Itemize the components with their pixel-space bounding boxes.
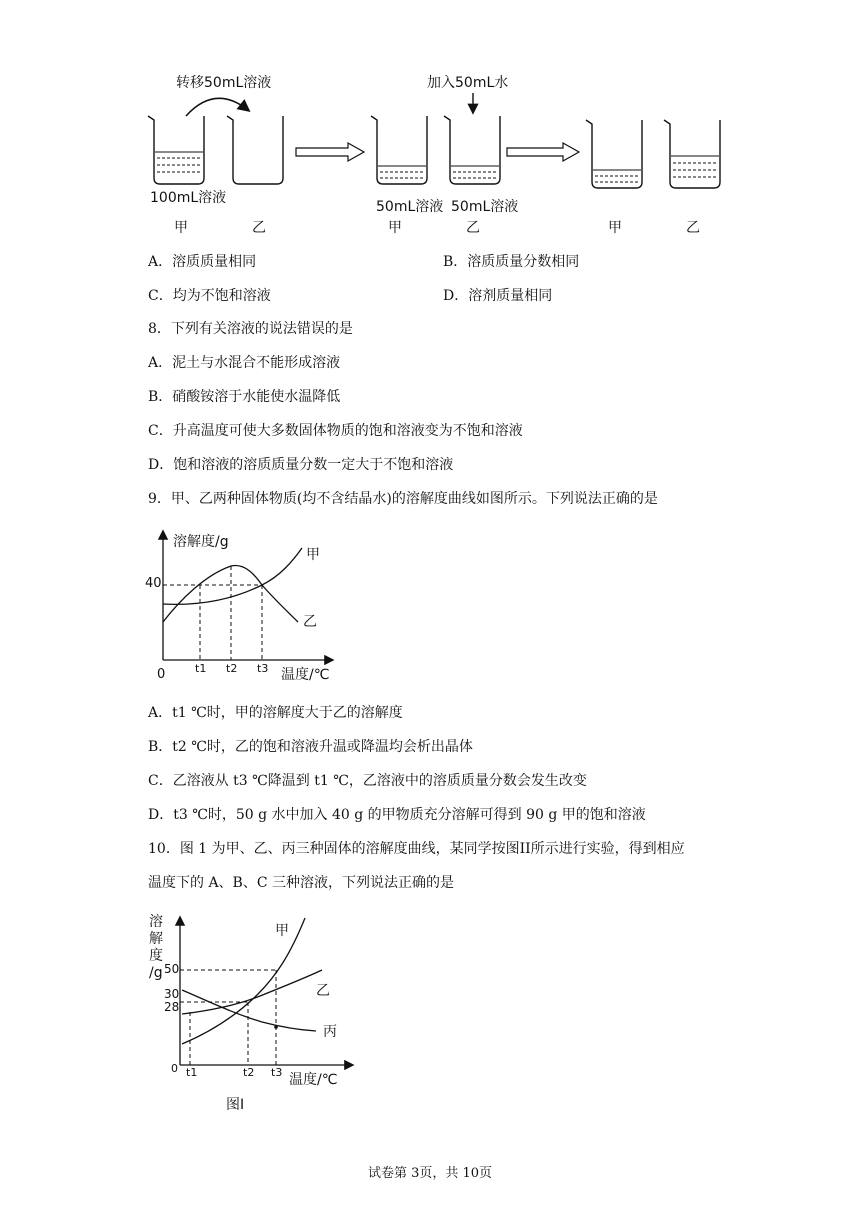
q9-y-tick-40: 40	[145, 576, 162, 591]
q10-stem-line2: 温度下的 A、B、C 三种溶液，下列说法正确的是	[148, 875, 455, 891]
beaker-name-yi-3: 乙	[686, 220, 700, 236]
q10-curve-yi	[182, 970, 322, 1014]
q10-x-axis-label: 温度/℃	[289, 1072, 338, 1088]
q10-x-tick-t2: t2	[243, 1066, 255, 1079]
beaker-jia-half	[371, 116, 427, 184]
q10-x-tick-t3: t3	[271, 1066, 283, 1079]
q10-stem-line1: 10．图 1 为甲、乙、丙三种固体的溶解度曲线，某同学按图II所示进行实验，得到相应	[148, 841, 685, 857]
q10-y-label-char-3: 度	[149, 948, 163, 964]
q9-option-c: C．乙溶液从 t3 ℃降温到 t1 ℃，乙溶液中的溶质质量分数会发生改变	[148, 773, 587, 789]
q10-origin: 0	[171, 1062, 178, 1075]
q8-stem: 8．下列有关溶液的说法错误的是	[148, 321, 353, 337]
q9-curve-jia	[163, 548, 302, 604]
beaker-jia-initial	[148, 116, 204, 184]
q10-y-label-char-1: 溶	[149, 914, 163, 930]
q9-legend-jia: 甲	[306, 547, 320, 563]
beaker-name-yi-1: 乙	[252, 220, 266, 236]
q9-option-d: D．t3 ℃时，50 g 水中加入 40 g 的甲物质充分溶解可得到 90 g 甲的饱和溶液	[148, 807, 646, 823]
beaker-yi-final	[664, 120, 720, 188]
beaker-name-yi-2: 乙	[466, 220, 480, 236]
transfer-label: 转移50mL溶液	[176, 75, 272, 91]
q10-y-axis-label	[149, 914, 163, 982]
q10-x-tick-t1: t1	[186, 1066, 198, 1079]
q9-x-tick-t2: t2	[226, 662, 238, 675]
q10-y-label-char-4: /g	[149, 965, 163, 981]
q10-figure-caption: 图I	[226, 1097, 245, 1113]
q9-x-axis-label: 温度/℃	[281, 667, 330, 683]
q8-option-d: D．饱和溶液的溶质质量分数一定大于不饱和溶液	[148, 457, 454, 473]
q9-legend-yi: 乙	[303, 614, 317, 630]
beaker-volume-label-1: 100mL溶液	[150, 190, 227, 206]
beaker-yi-half	[444, 116, 500, 184]
q10-y-tick-50: 50	[164, 962, 180, 976]
q10-y-tick-28: 28	[164, 1000, 180, 1014]
q9-option-b: B．t2 ℃时，乙的饱和溶液升温或降温均会析出晶体	[148, 739, 473, 755]
beaker-volume-label-3: 50mL溶液	[376, 199, 444, 215]
q8-option-b: B．硝酸铵溶于水能使水温降低	[148, 389, 341, 405]
beaker-volume-label-4: 50mL溶液	[451, 199, 519, 215]
q9-x-tick-t1: t1	[195, 662, 207, 675]
beaker-name-jia-1: 甲	[174, 220, 188, 236]
page-footer: 试卷第 3页，共 10页	[367, 1166, 493, 1181]
q8-option-a: A．泥土与水混合不能形成溶液	[148, 355, 341, 371]
beaker-name-jia-2: 甲	[388, 220, 402, 236]
q10-legend-bing: 丙	[323, 1024, 337, 1040]
q7-option-b: B．溶质质量分数相同	[443, 254, 580, 270]
q9-y-axis-label: 溶解度/g	[173, 534, 229, 550]
transfer-arrow	[186, 98, 248, 116]
q10-curve-bing	[182, 990, 316, 1031]
q10-y-label-char-2: 解	[149, 931, 163, 947]
q9-origin: 0	[157, 667, 166, 682]
q8-option-c: C．升高温度可使大多数固体物质的饱和溶液变为不饱和溶液	[148, 423, 523, 439]
q10-y-tick-30: 30	[164, 987, 180, 1001]
beaker-jia-final	[586, 120, 642, 188]
q10-legend-jia: 甲	[275, 923, 289, 939]
q9-option-a: A．t1 ℃时，甲的溶解度大于乙的溶解度	[148, 705, 403, 721]
process-arrow-2	[507, 143, 579, 161]
q7-option-c: C．均为不饱和溶液	[148, 288, 271, 304]
q10-legend-yi: 乙	[316, 983, 330, 999]
q9-x-tick-t3: t3	[257, 662, 269, 675]
process-arrow-1	[296, 143, 364, 161]
q7-option-a: A．溶质质量相同	[148, 254, 257, 270]
q9-curve-yi	[163, 566, 298, 622]
add-water-label: 加入50mL水	[427, 75, 509, 91]
q9-stem: 9．甲、乙两种固体物质(均不含结晶水)的溶解度曲线如图所示。下列说法正确的是	[148, 491, 658, 507]
q7-option-d: D．溶剂质量相同	[443, 288, 553, 304]
beaker-name-jia-3: 甲	[608, 220, 622, 236]
beaker-yi-empty	[227, 116, 283, 184]
q10-point-t3	[274, 1025, 278, 1029]
